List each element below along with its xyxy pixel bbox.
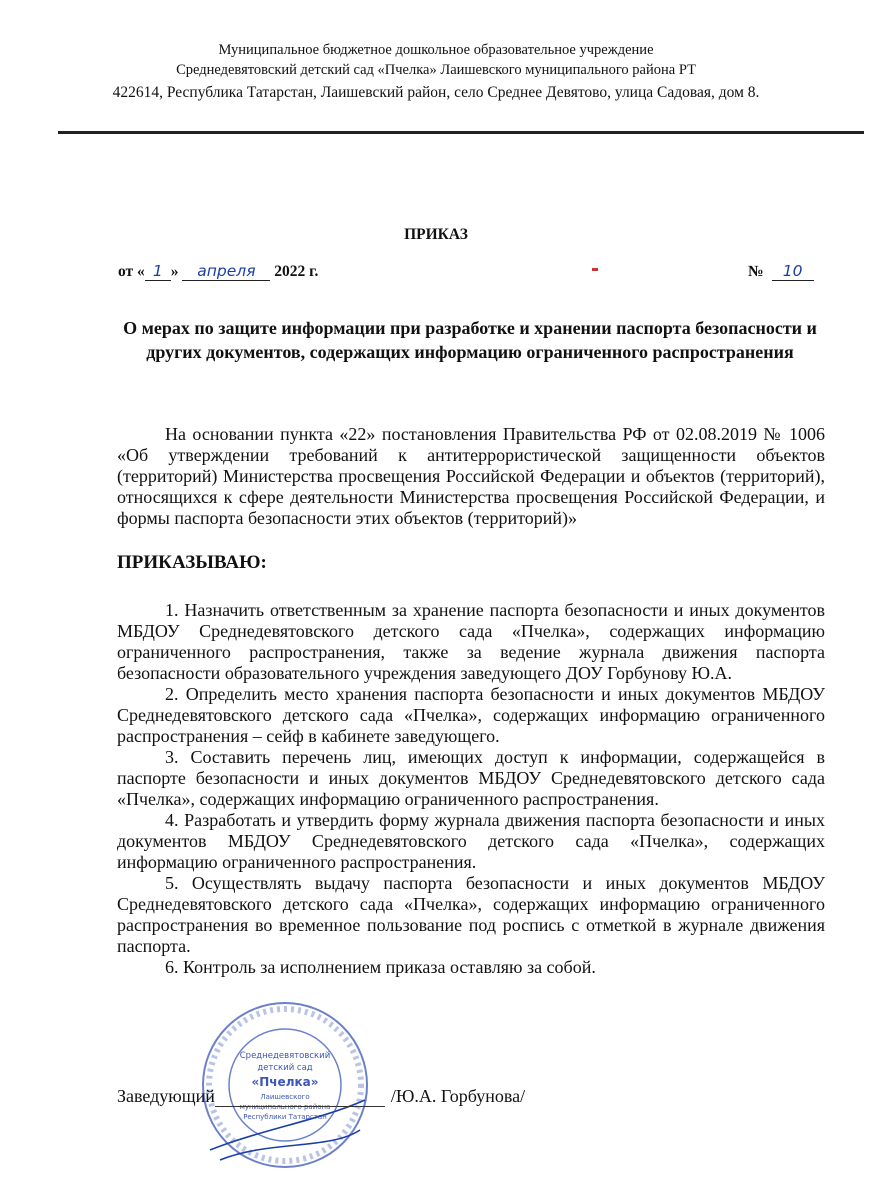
order-items — [117, 600, 825, 978]
stamp-line: «Пчелка» — [251, 1075, 319, 1089]
intro-text: На основании пункта «22» постановления Правительства РФ от 02.08.2019 № 1006 «Об утверждении требований к антитеррористической защищенности объектов (территорий) Министерства просвещения Российской Федерации и объектов (территорий), относящихся к сфере деятельности Министерства просвещения Российской Федерации, и формы паспорта безопасности этих объектов (территорий)» — [117, 424, 825, 528]
order-item: 3. Составить перечень лиц, имеющих доступ к информации, содержащейся в паспорте безопасности и иных документов МБДОУ Среднедевятовского детского сада «Пчелка», содержащих информацию ограниченного распространения. — [117, 747, 825, 809]
order-item: 6. Контроль за исполнением приказа оставляю за собой. — [165, 957, 596, 977]
order-number — [748, 262, 814, 281]
header-address: 422614, Республика Татарстан, Лаишевский район, село Среднее Девятово, улица Садовая, дом 8. — [112, 84, 760, 101]
date-month: апреля — [182, 262, 270, 281]
date-year: 2022 г. — [274, 263, 319, 280]
date-prefix: от « — [118, 263, 145, 280]
document-title: ПРИКАЗ — [404, 226, 468, 243]
signature-role: Заведующий — [117, 1086, 215, 1106]
directive-heading: ПРИКАЗЫВАЮ: — [117, 552, 267, 573]
official-seal-stamp — [200, 1000, 370, 1170]
intro-paragraph — [117, 424, 825, 529]
red-mark — [592, 268, 598, 271]
order-item: 1. Назначить ответственным за хранение паспорта безопасности и иных документов МБДОУ Среднедевятовского детского сада «Пчелка», содержащих информацию ограниченного распространения, также за ведение журнала движения паспорта безопасности образовательного учреждения заведующего ДОУ Горбунову Ю.А. — [117, 600, 825, 683]
order-item: 4. Разработать и утвердить форму журнала движения паспорта безопасности и иных документов МБДОУ Среднедевятовского детского сада «Пчелка», содержащих информацию ограниченного распространения. — [117, 810, 825, 872]
signature-line — [215, 1088, 385, 1107]
header-line-2: Среднедевятовский детский сад «Пчелка» Лаишевского муниципального района РТ — [176, 62, 696, 78]
stamp-line: Республики Татарстан — [243, 1113, 327, 1121]
signature-name: /Ю.А. Горбунова/ — [390, 1086, 526, 1106]
order-date — [118, 262, 318, 281]
stamp-line: Лаишевского — [260, 1093, 310, 1101]
order-item: 5. Осуществлять выдачу паспорта безопасности и иных документов МБДОУ Среднедевятовского детского сада «Пчелка», содержащих информацию ограниченного распространения во временное пользование под роспись с отметкой в журнале движения паспорта. — [117, 873, 825, 956]
number-label: № — [748, 263, 764, 280]
header-line-1: Муниципальное бюджетное дошкольное образовательное учреждение — [218, 42, 654, 58]
stamp-line: муниципального района — [239, 1103, 331, 1111]
date-day: 1 — [145, 262, 171, 281]
stamp-line: Среднедевятовский — [239, 1051, 331, 1061]
date-mid: » — [170, 263, 179, 280]
signature-block — [117, 1086, 525, 1107]
number-value: 10 — [772, 262, 814, 281]
order-subject: О мерах по защите информации при разработке и хранении паспорта безопасности и других документов, содержащих информацию ограниченного распространения — [123, 318, 817, 362]
stamp-line: детский сад — [257, 1063, 313, 1073]
header-divider — [58, 131, 864, 134]
order-item: 2. Определить место хранения паспорта безопасности и иных документов МБДОУ Среднедевятовского детского сада «Пчелка», содержащих информацию ограниченного распространения – сейф в кабинете заведующего. — [117, 684, 825, 746]
